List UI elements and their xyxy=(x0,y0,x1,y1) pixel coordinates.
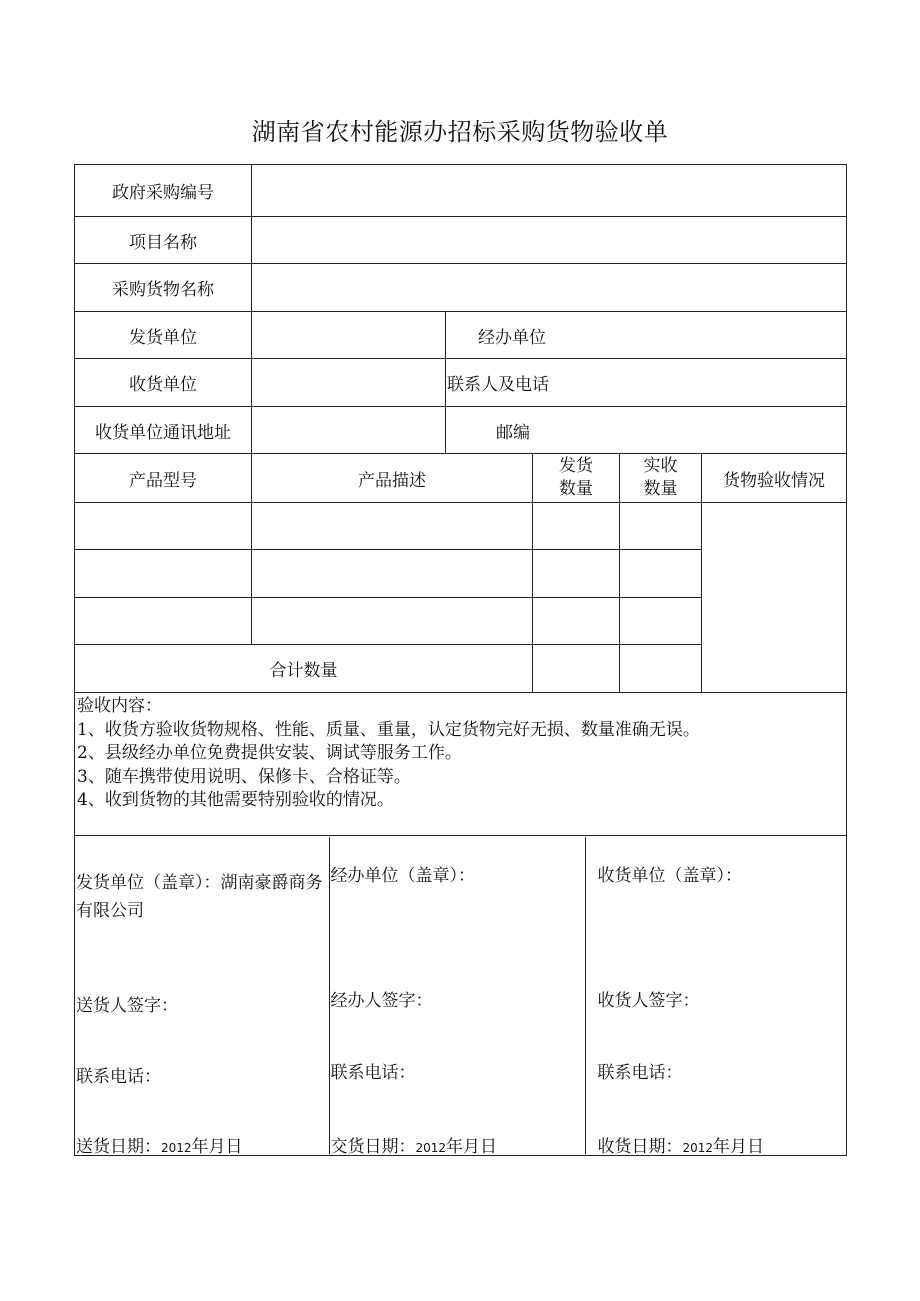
receiver-signer: 收货人签字： xyxy=(597,991,700,1011)
item-received-qty-cell[interactable] xyxy=(620,503,702,550)
shipper-date xyxy=(76,1132,243,1157)
handler-field[interactable] xyxy=(446,312,847,359)
shipper-phone: 联系电话： xyxy=(76,1067,161,1087)
col-header-inspection: 货物验收情况 xyxy=(702,454,847,503)
receiver-phone: 联系电话： xyxy=(597,1063,683,1083)
receiver-address-label: 收货单位通讯地址 xyxy=(75,407,252,454)
receiver-signature-block[interactable] xyxy=(585,837,847,1157)
shipped-qty-line2: 数量 xyxy=(559,479,593,499)
contact-field[interactable] xyxy=(446,359,847,407)
shipper-date-year: 2012 xyxy=(161,1141,192,1155)
notes-heading: 验收内容： xyxy=(77,696,162,716)
shipper-field[interactable] xyxy=(252,312,446,359)
notes-line: 4、收到货物的其他需要特别验收的情况。 xyxy=(77,790,394,810)
handler-date-year: 2012 xyxy=(415,1141,447,1155)
inspection-notes xyxy=(75,693,847,836)
postcode-label: 邮编 xyxy=(496,422,530,443)
signature-area xyxy=(75,836,847,1156)
notes-line: 3、随车携带使用说明、保修卡、合格证等。 xyxy=(77,766,411,787)
procurement-no-label: 政府采购编号 xyxy=(75,165,252,217)
shipper-date-suffix: 年月日 xyxy=(191,1137,243,1157)
item-shipped-qty-cell[interactable] xyxy=(533,503,620,550)
item-shipped-qty-cell[interactable] xyxy=(533,598,620,645)
col-header-shipped-qty xyxy=(533,454,620,503)
receiver-field[interactable] xyxy=(252,359,446,407)
shipper-seal: 发货单位（盖章）：湖南豪爵商务有限公司 xyxy=(76,873,323,921)
procurement-no-field[interactable] xyxy=(252,165,847,217)
receiver-date-label: 收货日期： xyxy=(597,1137,683,1157)
page-title: 湖南省农村能源办招标采购货物验收单 xyxy=(251,118,669,146)
total-label: 合计数量 xyxy=(75,645,533,693)
shipper-label: 发货单位 xyxy=(75,312,252,359)
item-received-qty-cell[interactable] xyxy=(620,598,702,645)
receiver-label: 收货单位 xyxy=(75,359,252,407)
item-received-qty-cell[interactable] xyxy=(620,550,702,598)
col-header-description: 产品描述 xyxy=(252,454,533,503)
project-name-field[interactable] xyxy=(252,217,847,264)
receiver-date-suffix: 年月日 xyxy=(713,1137,765,1157)
total-shipped-cell[interactable] xyxy=(533,645,620,693)
handler-date xyxy=(331,1132,498,1157)
receiver-date-year: 2012 xyxy=(682,1141,714,1155)
notes-line: 2、县级经办单位免费提供安装、调试等服务工作。 xyxy=(77,743,462,763)
receiver-date xyxy=(598,1132,765,1157)
handler-signer: 经办人签字： xyxy=(330,991,433,1011)
item-model-cell[interactable] xyxy=(75,598,252,645)
contact-label: 联系人及电话 xyxy=(447,375,549,395)
receiver-address-field[interactable] xyxy=(252,407,446,454)
shipper-signer: 送货人签字： xyxy=(76,996,178,1016)
handler-label: 经办单位 xyxy=(478,327,546,348)
item-shipped-qty-cell[interactable] xyxy=(533,550,620,598)
item-description-cell[interactable] xyxy=(252,598,533,645)
col-header-model: 产品型号 xyxy=(75,454,252,503)
notes-line: 1、收货方验收货物规格、性能、质量、重量，认定货物完好无损、数量准确无误。 xyxy=(77,719,700,740)
acceptance-form xyxy=(74,164,847,1156)
inspection-cell[interactable] xyxy=(702,503,847,693)
handler-phone: 联系电话： xyxy=(330,1063,416,1083)
item-description-cell[interactable] xyxy=(252,550,533,598)
item-description-cell[interactable] xyxy=(252,503,533,550)
shipped-qty-line1: 发货 xyxy=(559,456,593,476)
handler-seal: 经办单位（盖章）： xyxy=(330,866,475,886)
shipper-date-label: 送货日期： xyxy=(76,1137,161,1157)
shipper-signature-block[interactable] xyxy=(75,837,329,1157)
postcode-field[interactable] xyxy=(446,407,847,454)
goods-name-label: 采购货物名称 xyxy=(75,264,252,312)
receiver-seal: 收货单位（盖章）： xyxy=(597,866,742,886)
handler-date-label: 交货日期： xyxy=(330,1137,416,1157)
project-name-label: 项目名称 xyxy=(75,217,252,264)
col-header-received-qty xyxy=(620,454,702,503)
received-qty-line1: 实收 xyxy=(643,456,678,476)
item-model-cell[interactable] xyxy=(75,503,252,550)
handler-date-suffix: 年月日 xyxy=(446,1137,498,1157)
total-received-cell[interactable] xyxy=(620,645,702,693)
item-model-cell[interactable] xyxy=(75,550,252,598)
goods-name-field[interactable] xyxy=(252,264,847,312)
received-qty-line2: 数量 xyxy=(643,479,678,499)
handler-signature-block[interactable] xyxy=(329,837,585,1157)
signature-table xyxy=(75,837,847,1157)
